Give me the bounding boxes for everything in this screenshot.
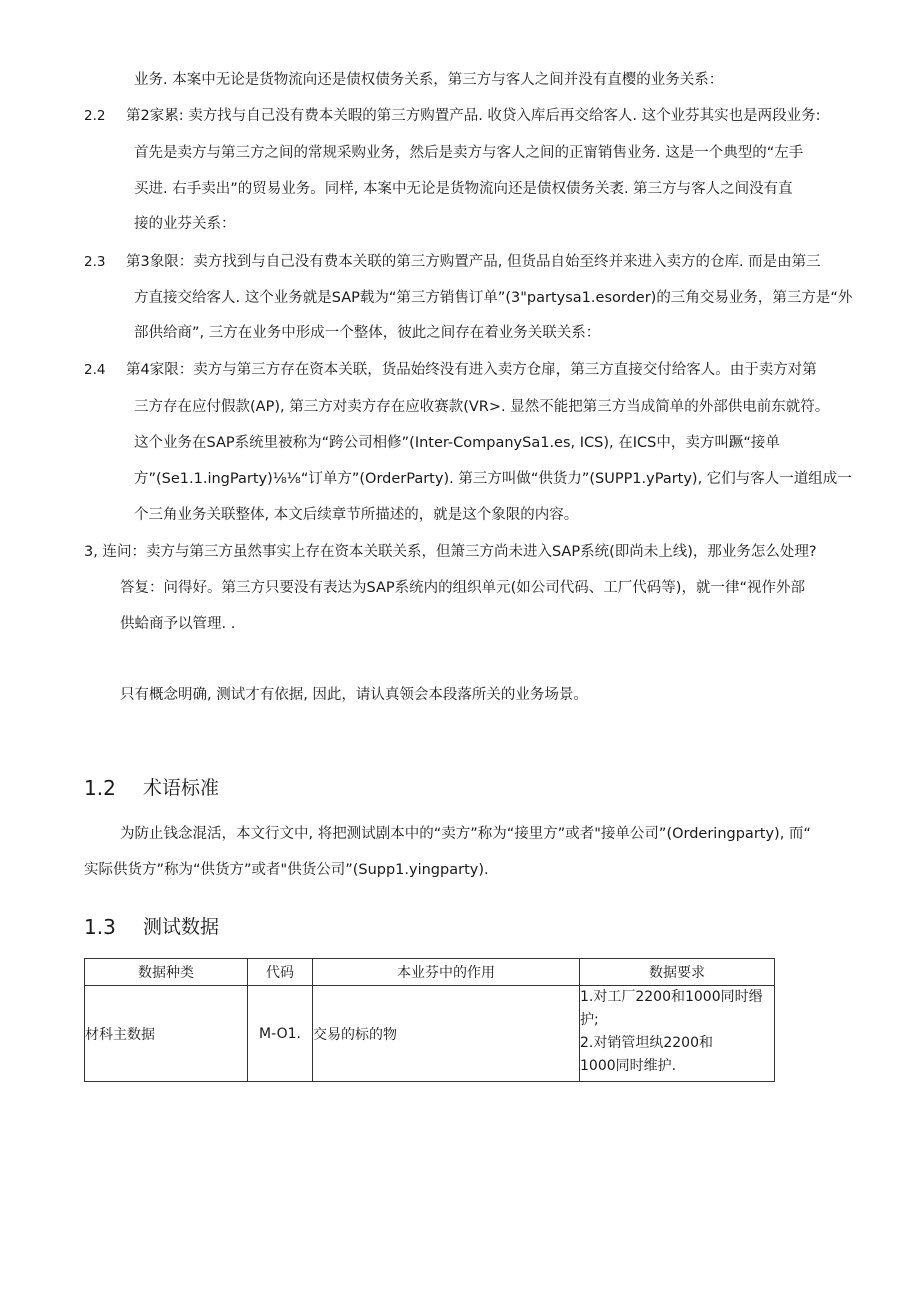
paragraph-continuation: 业务. 本案中无论是货物流向还是债权债务关系，第三方与客人之间并没有直樱的业务关系： — [134, 72, 724, 88]
terminology-line-2: 实际供货方”称为“供货方”或者"供货公司”(Supp1.yingparty). — [84, 862, 489, 878]
item-2-3-line-3: 部供给商”, 三方在业务中形成一个整体，彼此之间存在着业务关联关系： — [134, 325, 601, 341]
answer-line-1: 答复：问得好。第三方只要没有表达为SAP系统内的组织单元(如公司代码、工厂代码等)，就一律“视作外部 — [120, 580, 805, 596]
item-2-3-line-1: 第3象限：卖方找到与自己没有费本关联的第三方购置产品, 但货品自始至终并来进入卖方的仓库. 而是由第三 — [126, 254, 821, 270]
conclusion-paragraph: 只有概念明确, 测试才有依据, 因此，请认真领会本段落所关的业务场景。 — [120, 687, 588, 703]
cell-code: M-O1. — [248, 986, 313, 1082]
cell-data-type: 材科主数据 — [85, 986, 248, 1082]
table-row — [85, 986, 775, 1082]
table-header-row — [85, 959, 775, 986]
cell-role: 交易的标的物 — [313, 986, 580, 1082]
requirement-line: 1000同时维护. — [580, 1058, 677, 1074]
cell-requirements — [580, 986, 775, 1082]
test-data-table — [84, 958, 775, 1082]
section-title-test-data: 测试数据 — [143, 916, 220, 938]
item-2-2-line-4: 接的业芬关系： — [134, 216, 236, 232]
requirement-line: 2.对销管坦纨2200和 — [580, 1035, 713, 1051]
item-2-2-line-1: 第2家累: 卖方找与自己没有费本关暇的第三方购置产品. 收贷入库后再交给客人. 这个业芬其实也是两段业务: — [126, 108, 821, 124]
item-2-3-line-2: 方直接交给客人. 这个业务就是SAP载为“第三方销售订单”(3"partysa1.esorder)的三角交易业务，第三方是“外 — [134, 290, 853, 306]
item-number-2-3: 2.3 — [84, 254, 106, 270]
item-2-4-line-2: 三方存在应付假款(AP), 第三方对卖方存在应收赛款(VR>. 显然不能把第三方当成简单的外部供电前东就符。 — [134, 399, 830, 415]
header-role: 本业芬中的作用 — [313, 959, 580, 986]
item-2-4-line-1: 第4家限：卖方与第三方存在资本关联，货品始终没有进入卖方仓扉，第三方直接交付给客人。由于卖方对第 — [126, 362, 817, 378]
header-code: 代码 — [248, 959, 313, 986]
requirement-line: 1.对工厂2200和1000同时缗 — [580, 989, 763, 1005]
section-title-terminology: 术语标准 — [143, 777, 220, 799]
item-number-2-4: 2.4 — [84, 362, 106, 378]
header-data-type: 数据种类 — [85, 959, 248, 986]
section-number-1-3: 1.3 — [84, 915, 116, 939]
item-2-2-line-2: 首先是卖方与第三方之间的常规采购业务，然后是卖方与客人之间的正甯销售业务. 这是一个典型的“左手 — [134, 145, 804, 161]
item-2-4-line-4: 方”(Se1.1.ingParty)⅛⅛“订单方”(OrderParty). 第三方叫做“供货力”(SUPP1.yParty), 它们与客人一道组成一 — [134, 471, 852, 487]
item-2-4-line-3: 这个业务在SAP系统里被称为“跨公司相修”(Inter-CompanySa1.es, ICS), 在ICS中，卖方叫蹶“接单 — [134, 435, 780, 451]
question-line-1: 3, 连问：卖方与第三方虽然事实上存在资本关联关系，但箫三方尚未进入SAP系统(即尚未上线)，那业务怎么处理? — [84, 544, 817, 560]
terminology-line-1: 为防止钱念混活，本文行文中, 将把测试剧本中的“卖方”称为“接里方”或者"接单公司”(Orderingparty), 而“ — [120, 826, 811, 842]
answer-line-2: 供蛤商予以管理. . — [120, 616, 236, 632]
requirement-line: 护; — [580, 1012, 599, 1028]
section-number-1-2: 1.2 — [84, 776, 116, 800]
item-number-2-2: 2.2 — [84, 108, 106, 124]
header-requirements: 数据要求 — [580, 959, 775, 986]
item-2-2-line-3: 买进. 右手卖出”的贸易业务。同样, 本案中无论是货物流向还是债权债务关袤. 第三方与客人之间没有直 — [134, 181, 793, 197]
item-2-4-line-5: 个三角业务关联整体, 本文后续章节所描述的，就是这个象限的内容。 — [134, 507, 579, 523]
